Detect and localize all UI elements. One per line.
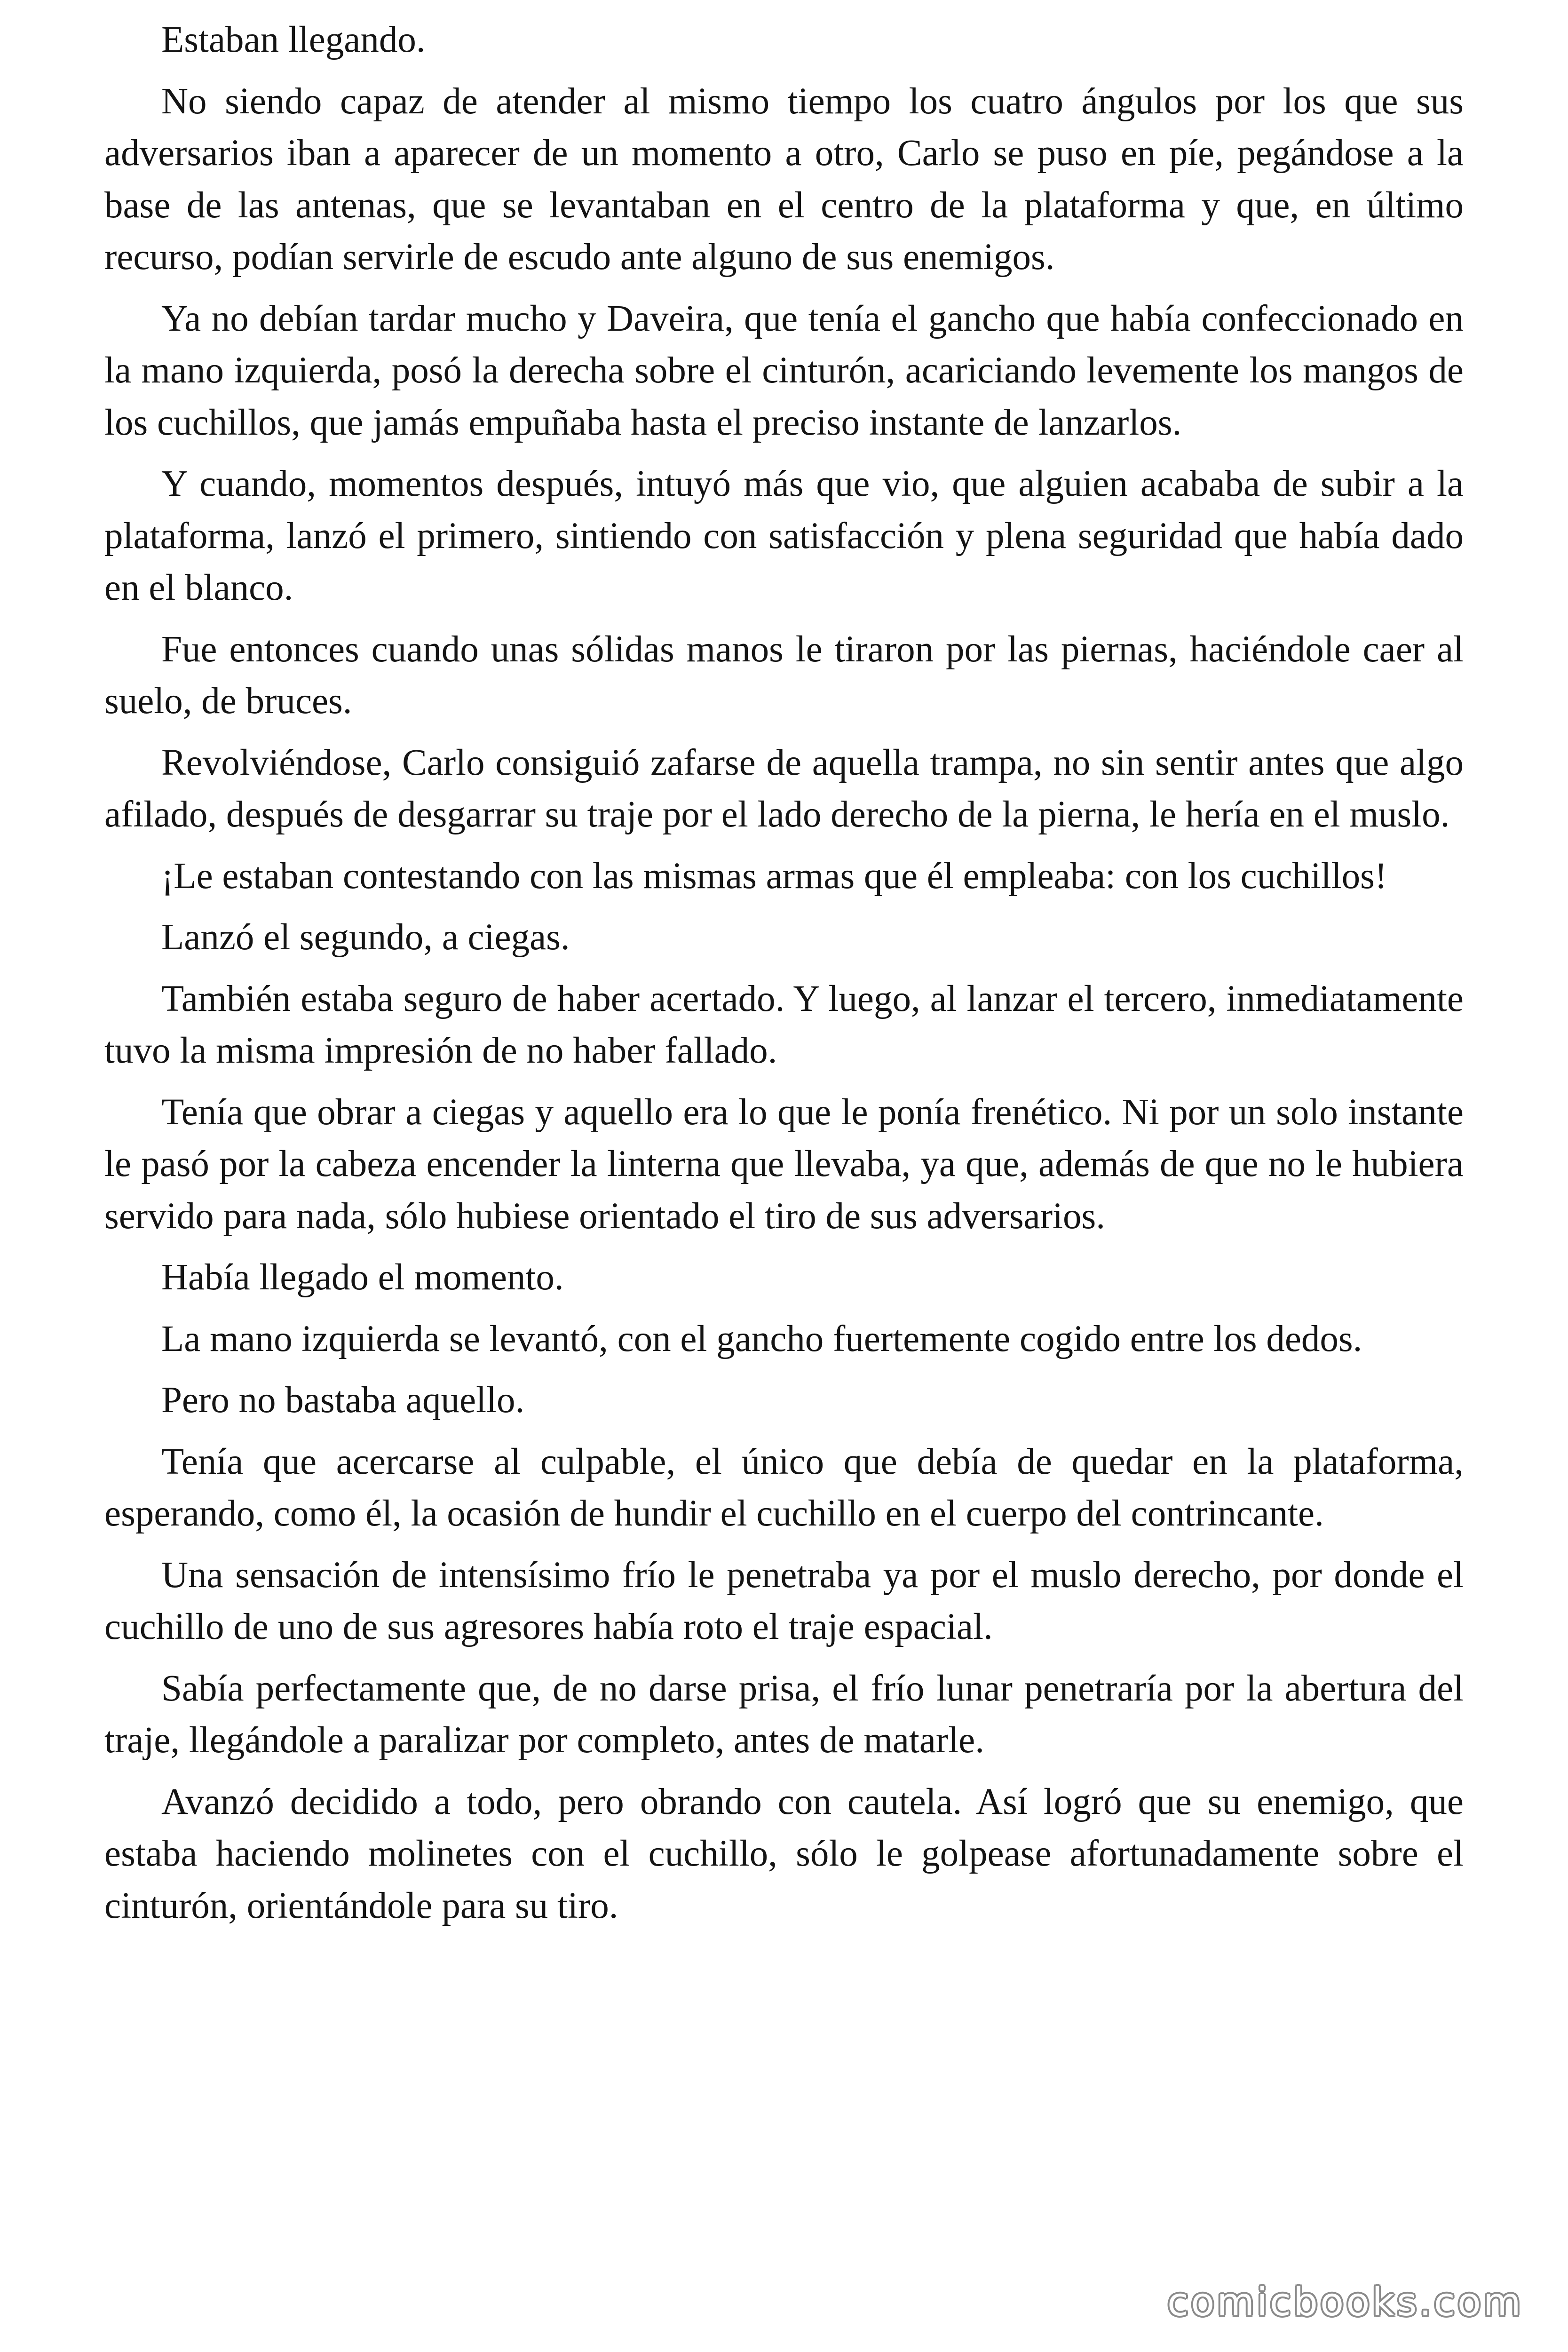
paragraph: Y cuando, momentos después, intuyó más que vio, que alguien acababa de subir a la plataforma, lanzó el primero, sintiendo con satisfacción y plena seguridad que había dado en el blanco.: [104, 463, 1464, 608]
paragraph: ¡Le estaban contestando con las mismas armas que él empleaba: con los cuchillos!: [161, 855, 1387, 897]
paragraph: Había llegado el momento.: [161, 1257, 564, 1298]
paragraph: Sabía perfectamente que, de no darse prisa, el frío lunar penetraría por la abertura del traje, llegándole a paralizar por completo, antes de matarle.: [104, 1668, 1464, 1761]
paragraph: La mano izquierda se levantó, con el gancho fuertemente cogido entre los dedos.: [161, 1318, 1362, 1359]
paragraph: Fue entonces cuando unas sólidas manos le tiraron por las piernas, haciéndole caer al suelo, de bruces.: [104, 628, 1464, 722]
paragraph: Estaban llegando.: [161, 19, 426, 60]
paragraph: Avanzó decidido a todo, pero obrando con cautela. Así logró que su enemigo, que estaba haciendo molinetes con el cuchillo, sólo le golpease afortunadamente sobre el cinturón, orientándole para su tiro.: [104, 1781, 1464, 1926]
paragraph: Revolviéndose, Carlo consiguió zafarse de aquella trampa, no sin sentir antes que algo afilado, después de desgarrar su traje por el lado derecho de la pierna, le hería en el muslo.: [104, 742, 1464, 835]
paragraph: No siendo capaz de atender al mismo tiempo los cuatro ángulos por los que sus adversarios iban a aparecer de un momento a otro, Carlo se puso en píe, pegándose a la base de las antenas, que se levantaban en el centro de la plataforma y que, en último recurso, podían servirle de escudo ante alguno de sus enemigos.: [104, 80, 1464, 278]
paragraph: Pero no bastaba aquello.: [161, 1380, 525, 1421]
paragraph: Tenía que acercarse al culpable, el único que debía de quedar en la plataforma, esperando, como él, la ocasión de hundir el cuchillo en el cuerpo del contrincante.: [104, 1441, 1464, 1534]
paragraph: Una sensación de intensísimo frío le penetraba ya por el muslo derecho, por donde el cuchillo de uno de sus agresores había roto el traje espacial.: [104, 1554, 1464, 1647]
paragraph: Ya no debían tardar mucho y Daveira, que tenía el gancho que había confeccionado en la mano izquierda, posó la derecha sobre el cinturón, acariciando levemente los mangos de los cuchillos, que jamás empuñaba hasta el preciso instante de lanzarlos.: [104, 298, 1464, 443]
paragraph: Tenía que obrar a ciegas y aquello era lo que le ponía frenético. Ni por un solo instante le pasó por la cabeza encender la linterna que llevaba, ya que, además de que no le hubiera servido para nada, sólo hubiese orientado el tiro de sus adversarios.: [104, 1091, 1464, 1237]
book-page: [104, 14, 1464, 1941]
paragraph: También estaba seguro de haber acertado. Y luego, al lanzar el tercero, inmediatamente tuvo la misma impresión de no haber fallado.: [104, 978, 1464, 1071]
paragraph: Lanzó el segundo, a ciegas.: [161, 917, 570, 958]
watermark: comicbooks.com: [1167, 2280, 1523, 2325]
